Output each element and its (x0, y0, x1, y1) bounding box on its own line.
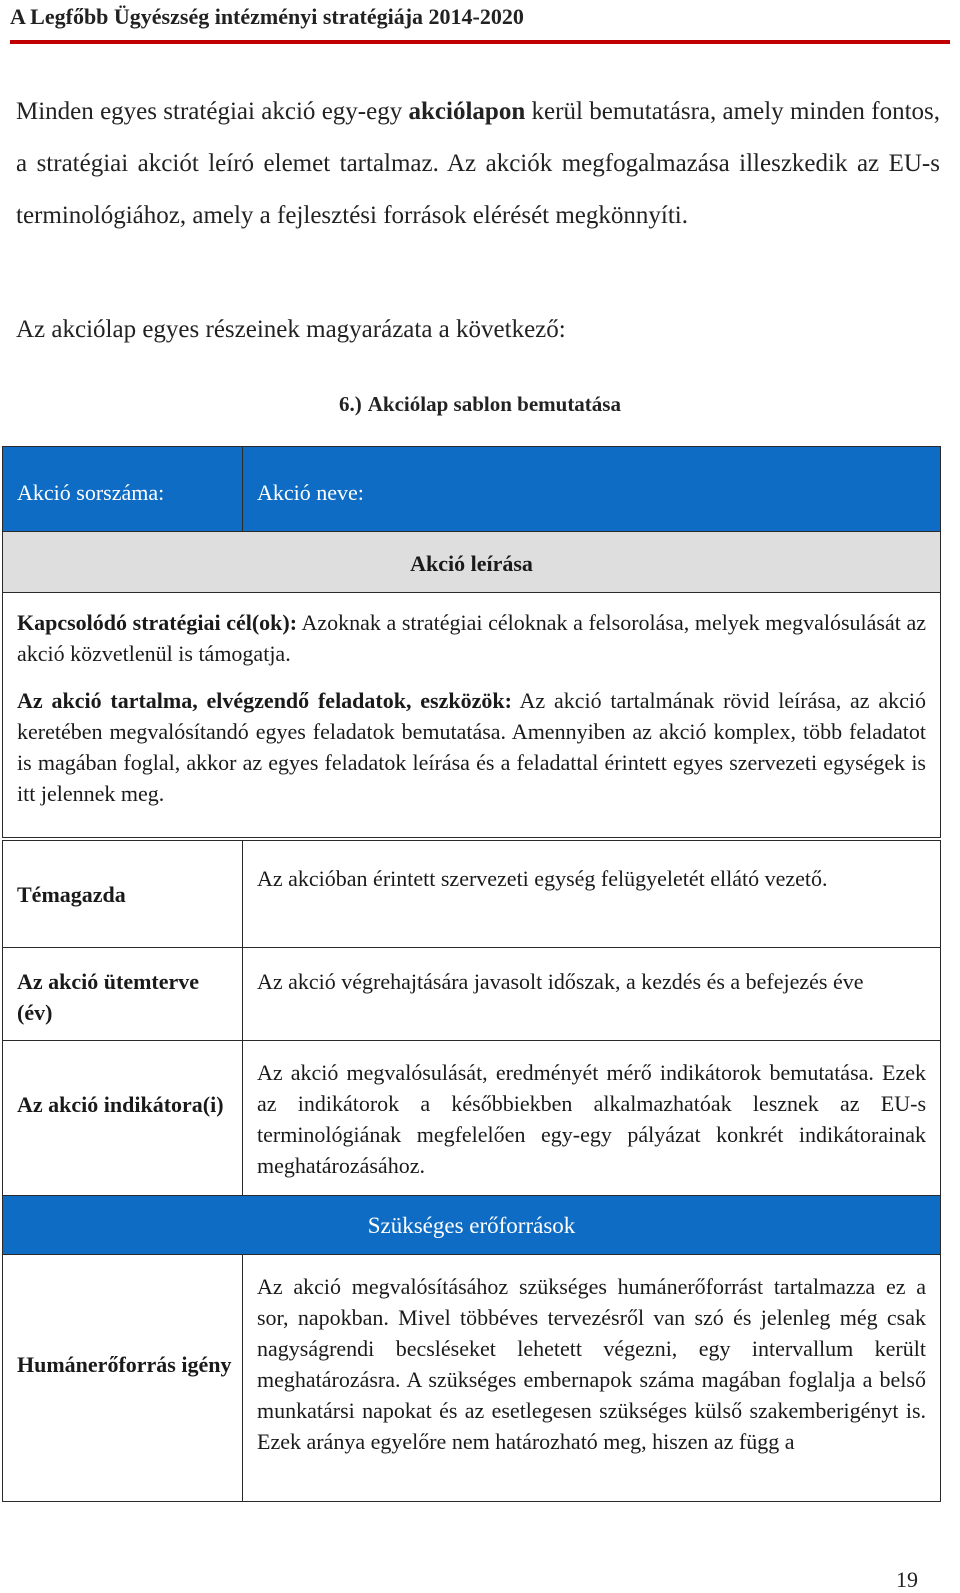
human-label-cell (2, 1254, 243, 1502)
header-rule (10, 40, 950, 44)
human-label: Humánerőforrás igény (17, 1352, 232, 1377)
owner-text: Az akcióban érintett szervezeti egység felügyeletét ellátó vezető. (257, 866, 828, 891)
caption-number: 6.) (339, 392, 362, 416)
indicator-label-cell (2, 1040, 243, 1196)
resources-title-cell (2, 1195, 941, 1255)
human-text: Az akció megvalósításához szükséges humánerőforrást tartalmazza ez a sor, napokban. Mivel többéves tervezésről van szó és jelenleg még csak nagyságrendi becsléseket lehetett végezni, egy intervallum került meghatározásra. A szükséges embernapok száma magában foglalja a belső munkatársi napokat és az esetlegesen szükséges külső szakemberigényt is. Ezek aránya egyelőre nem határozható meg, hiszen az függ a (257, 1274, 926, 1454)
intro-bold-term: akciólapon (408, 98, 526, 125)
schedule-text-cell (242, 947, 941, 1041)
schedule-label-cell (2, 947, 243, 1041)
caption-text: Akciólap sablon bemutatása (367, 392, 621, 416)
action-number-cell (2, 446, 243, 532)
header-title: A Legfőbb Ügyészség intézményi stratégiája 2014-2020 (10, 4, 524, 29)
owner-text-cell (242, 840, 941, 948)
intro-paragraph (16, 86, 940, 242)
human-text-cell (242, 1254, 941, 1502)
description-title: Akció leírása (410, 551, 533, 576)
action-name-label: Akció neve: (257, 480, 364, 505)
intro-text-end: kerül bemutatásra, amely minden fontos, a stratégiai akciót leíró elemet tartalmaz. Az akciók megfogalmazása illeszkedik az EU-s terminológiához, amely a fejlesztési források elérését megkönnyíti. (16, 98, 940, 229)
schedule-text: Az akció végrehajtására javasolt időszak, a kezdés és a befejezés éve (257, 969, 864, 994)
description-title-cell (2, 531, 941, 593)
indicator-label: Az akció indikátora(i) (17, 1092, 224, 1117)
intro-explanation: Az akciólap egyes részeinek magyarázata a következő: (16, 316, 566, 343)
content-label: Az akció tartalma, elvégzendő feladatok, eszközök: (17, 688, 512, 713)
goals-text: Azoknak a stratégiai céloknak a felsorolása, melyek megvalósulását az akció közvetlenül is támogatja. (17, 610, 926, 666)
action-name-cell (242, 446, 941, 532)
figure-caption (0, 392, 960, 417)
goals-label: Kapcsolódó stratégiai cél(ok): (17, 610, 298, 635)
content-text: Az akció tartalmának rövid leírása, az akció keretében megvalósítandó egyes feladatok bemutatása. Amennyiben az akció komplex, több feladatot is magában foglal, akkor az egyes feladatok leírása és a feladattal érintett egyes szervezeti egységek is itt jelennek meg. (17, 688, 926, 806)
intro-text-start: Minden egyes stratégiai akció egy-egy (16, 98, 409, 125)
content-paragraph (17, 685, 926, 809)
goals-paragraph (17, 607, 926, 669)
indicator-text-cell (242, 1040, 941, 1196)
owner-label: Témagazda (17, 882, 126, 907)
owner-label-cell (2, 840, 243, 948)
action-number-label: Akció sorszáma: (17, 480, 165, 505)
description-body-cell (2, 592, 941, 838)
indicator-text: Az akció megvalósulását, eredményét mérő indikátorok bemutatása. Ezek az indikátorok a későbbiekben alkalmazhatóak lesznek az EU-s terminológiának megfelelően egy-egy pályázat konkrét indikátorainak meghatározásához. (257, 1060, 926, 1178)
resources-title: Szükséges erőforrások (367, 1213, 576, 1238)
schedule-label: Az akció ütemterve (év) (17, 969, 200, 1025)
page-number: 19 (896, 1567, 918, 1592)
